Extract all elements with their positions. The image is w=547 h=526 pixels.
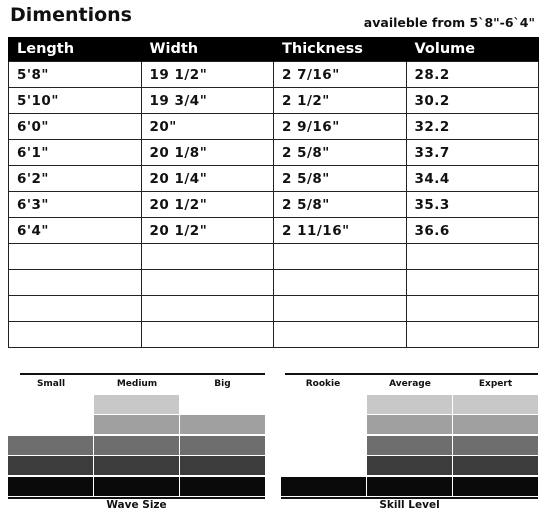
skill-level-level-band (367, 456, 452, 475)
skill-level-level-band (367, 477, 452, 496)
table-row (9, 270, 539, 296)
cell-volume: 36.6 (406, 218, 539, 244)
cell-width: 20 1/4" (141, 166, 274, 192)
cell-width (141, 244, 274, 270)
dimensions-table (8, 37, 539, 348)
wave-size-top-rule (20, 373, 265, 375)
table-row (9, 88, 539, 114)
cell-volume: 30.2 (406, 88, 539, 114)
cell-length (9, 244, 142, 270)
skill-level-level-band (453, 477, 538, 496)
skill-level-label-expert: Expert (478, 379, 513, 389)
skill-level-level-band (453, 415, 538, 434)
wave-size-level-band (94, 477, 179, 496)
wave-size-level-band (8, 436, 93, 455)
wave-size-level-band (94, 456, 179, 475)
table-row (9, 166, 539, 192)
cell-thickness (274, 322, 407, 348)
wave-size-level-band (94, 395, 179, 414)
cell-length: 6'1" (9, 140, 142, 166)
wave-size-level-band (180, 456, 265, 475)
skill-level-caption: Skill Level (379, 499, 440, 511)
cell-thickness: 2 5/8" (274, 192, 407, 218)
wave-size-chart (8, 370, 265, 515)
cell-width: 19 1/2" (141, 62, 274, 88)
cell-length: 5'8" (9, 62, 142, 88)
skill-level-top-rule (285, 373, 538, 375)
cell-width (141, 270, 274, 296)
wave-size-level-band (94, 436, 179, 455)
column-header-width: Width (141, 37, 274, 62)
table-row (9, 218, 539, 244)
skill-level-label-average: Average (389, 379, 431, 389)
cell-thickness: 2 1/2" (274, 88, 407, 114)
table-header-row (9, 37, 539, 62)
cell-length: 6'4" (9, 218, 142, 244)
skill-level-level-band (367, 395, 452, 414)
skill-level-level-band (367, 436, 452, 455)
cell-width: 20" (141, 114, 274, 140)
cell-length: 6'0" (9, 114, 142, 140)
table-row (9, 192, 539, 218)
skill-level-level-band (453, 456, 538, 475)
cell-volume: 35.3 (406, 192, 539, 218)
cell-length: 6'2" (9, 166, 142, 192)
cell-thickness: 2 11/16" (274, 218, 407, 244)
wave-size-level-band (180, 436, 265, 455)
cell-thickness (274, 244, 407, 270)
cell-thickness: 2 7/16" (274, 62, 407, 88)
cell-width: 19 3/4" (141, 88, 274, 114)
cell-length (9, 270, 142, 296)
table-row (9, 114, 539, 140)
cell-volume: 28.2 (406, 62, 539, 88)
wave-size-level-band (8, 456, 93, 475)
cell-width: 20 1/2" (141, 192, 274, 218)
table-row (9, 244, 539, 270)
cell-length: 5'10" (9, 88, 142, 114)
cell-width (141, 296, 274, 322)
cell-length: 6'3" (9, 192, 142, 218)
cell-thickness: 2 9/16" (274, 114, 407, 140)
skill-level-level-band (453, 395, 538, 414)
cell-volume (406, 296, 539, 322)
cell-volume: 33.7 (406, 140, 539, 166)
skill-level-level-band (453, 436, 538, 455)
wave-size-label-big: Big (214, 379, 231, 389)
availability-note: availeble from 5`8"-6`4" (363, 15, 535, 30)
cell-volume: 32.2 (406, 114, 539, 140)
cell-thickness (274, 270, 407, 296)
cell-thickness: 2 5/8" (274, 166, 407, 192)
skill-level-level-band (281, 477, 366, 496)
table-row (9, 322, 539, 348)
cell-volume: 34.4 (406, 166, 539, 192)
wave-size-label-medium: Medium (116, 379, 158, 389)
cell-volume (406, 244, 539, 270)
cell-thickness: 2 5/8" (274, 140, 407, 166)
column-header-length: Length (9, 37, 142, 62)
cell-volume (406, 270, 539, 296)
cell-thickness (274, 296, 407, 322)
table-row (9, 140, 539, 166)
cell-volume (406, 322, 539, 348)
cell-width: 20 1/2" (141, 218, 274, 244)
column-header-thickness: Thickness (274, 37, 407, 62)
cell-length (9, 296, 142, 322)
wave-size-level-band (8, 477, 93, 496)
page-title: Dimentions (10, 4, 132, 26)
wave-size-label-small: Small (36, 379, 66, 389)
wave-size-level-band (94, 415, 179, 434)
wave-size-level-band (180, 415, 265, 434)
cell-width (141, 322, 274, 348)
skill-level-level-band (367, 415, 452, 434)
cell-length (9, 322, 142, 348)
wave-size-level-band (180, 477, 265, 496)
table-row (9, 296, 539, 322)
skill-level-chart (281, 370, 538, 515)
column-header-volume: Volume (406, 37, 539, 62)
table-row (9, 62, 539, 88)
skill-level-label-rookie: Rookie (305, 379, 341, 389)
cell-width: 20 1/8" (141, 140, 274, 166)
wave-size-caption: Wave Size (106, 499, 167, 511)
